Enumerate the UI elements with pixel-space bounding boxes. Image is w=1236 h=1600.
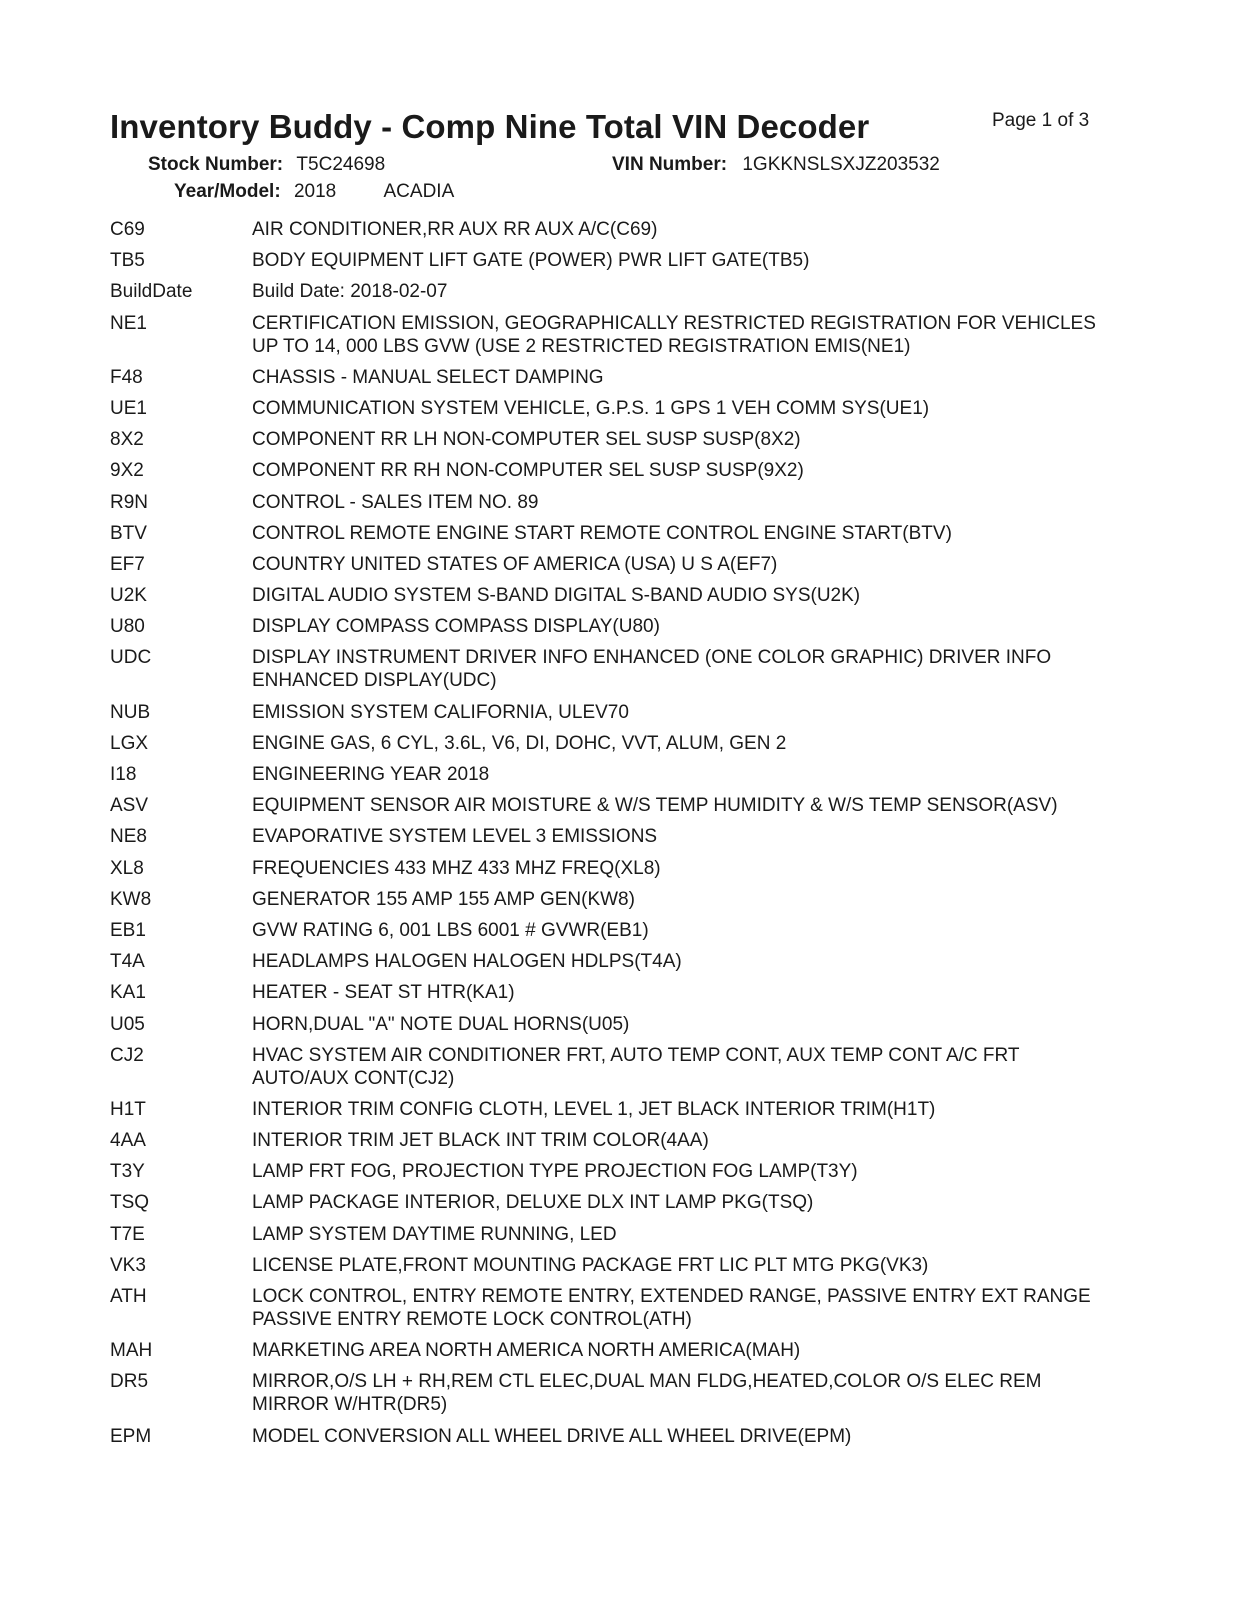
- option-description: LAMP FRT FOG, PROJECTION TYPE PROJECTION FOG LAMP(T3Y): [252, 1161, 858, 1183]
- option-row: [110, 950, 1120, 973]
- option-description: HEADLAMPS HALOGEN HALOGEN HDLPS(T4A): [252, 951, 682, 973]
- option-row: [110, 1191, 1120, 1214]
- option-description: Build Date: 2018-02-07: [252, 281, 448, 303]
- option-row: [110, 1254, 1120, 1277]
- option-row: [110, 1013, 1120, 1036]
- option-code: 9X2: [110, 460, 144, 482]
- option-row: [110, 280, 1120, 303]
- stock-number-value: T5C24698: [296, 154, 386, 175]
- year-value: 2018: [293, 181, 337, 202]
- option-description: AIR CONDITIONER,RR AUX RR AUX A/C(C69): [252, 219, 658, 240]
- option-code: 8X2: [110, 429, 144, 451]
- option-code: T4A: [110, 951, 145, 973]
- option-row: [110, 366, 1120, 389]
- option-code: C69: [110, 219, 145, 240]
- option-code: EB1: [110, 919, 146, 941]
- option-description: FREQUENCIES 433 MHZ 433 MHZ FREQ(XL8): [252, 857, 661, 879]
- option-row: [110, 981, 1120, 1004]
- stock-number-field: [148, 154, 385, 176]
- option-row: [110, 1425, 1120, 1448]
- option-description: COMPONENT RR LH NON-COMPUTER SEL SUSP SUSP(8X2): [252, 429, 801, 451]
- option-description: EVAPORATIVE SYSTEM LEVEL 3 EMISSIONS: [252, 826, 658, 848]
- option-code: CJ2: [110, 1044, 144, 1066]
- option-row: [110, 522, 1120, 545]
- option-row: [110, 888, 1120, 911]
- option-code: UDC: [110, 647, 152, 669]
- option-row: [110, 1129, 1120, 1152]
- option-code: F48: [110, 366, 143, 388]
- option-description: GVW RATING 6, 001 LBS 6001 # GVWR(EB1): [252, 919, 649, 941]
- option-description: DIGITAL AUDIO SYSTEM S-BAND DIGITAL S-BAND AUDIO SYS(U2K): [252, 585, 861, 607]
- option-description: MARKETING AREA NORTH AMERICA NORTH AMERICA(MAH): [252, 1340, 801, 1362]
- option-description: GENERATOR 155 AMP 155 AMP GEN(KW8): [252, 888, 635, 910]
- option-code: ATH: [110, 1286, 147, 1307]
- option-description: ENGINEERING YEAR 2018: [252, 764, 490, 785]
- option-code: KA1: [110, 982, 146, 1004]
- option-row: [110, 312, 1120, 358]
- option-description: DISPLAY COMPASS COMPASS DISPLAY(U80): [252, 616, 660, 638]
- option-code: T3Y: [110, 1161, 145, 1183]
- vin-number-value: 1GKKNSLSXJZ203532: [742, 154, 940, 175]
- option-code: EPM: [110, 1425, 152, 1447]
- option-code: NE8: [110, 826, 147, 848]
- option-description: EMISSION SYSTEM CALIFORNIA, ULEV70: [252, 701, 629, 723]
- option-code-list: [110, 218, 1120, 1456]
- option-row: [110, 218, 1120, 241]
- option-description: COMMUNICATION SYSTEM VEHICLE, G.P.S. 1 GPS 1 VEH COMM SYS(UE1): [252, 397, 930, 419]
- option-code: EF7: [110, 553, 145, 575]
- option-row: [110, 857, 1120, 880]
- option-description: CONTROL REMOTE ENGINE START REMOTE CONTROL ENGINE START(BTV): [252, 522, 952, 544]
- option-code: BTV: [110, 522, 147, 544]
- year-model-field: [174, 181, 454, 203]
- option-row: [110, 646, 1120, 692]
- option-code: R9N: [110, 491, 149, 513]
- option-row: [110, 584, 1120, 607]
- document-title: Inventory Buddy - Comp Nine Total VIN Decoder: [110, 108, 870, 145]
- option-code: UE1: [110, 397, 147, 419]
- option-code: ASV: [110, 795, 149, 817]
- option-code: TB5: [110, 250, 145, 272]
- option-row: [110, 919, 1120, 942]
- option-description: CHASSIS - MANUAL SELECT DAMPING: [252, 366, 604, 388]
- option-row: [110, 1370, 1120, 1416]
- option-row: [110, 615, 1120, 638]
- option-description: BODY EQUIPMENT LIFT GATE (POWER) PWR LIFT GATE(TB5): [252, 250, 810, 272]
- option-code: KW8: [110, 888, 152, 910]
- option-description: HORN,DUAL "A" NOTE DUAL HORNS(U05): [252, 1013, 630, 1035]
- option-row: [110, 763, 1120, 786]
- option-description: COUNTRY UNITED STATES OF AMERICA (USA) U S A(EF7): [252, 553, 778, 575]
- option-code: U05: [110, 1013, 145, 1035]
- option-description: MODEL CONVERSION ALL WHEEL DRIVE ALL WHEEL DRIVE(EPM): [252, 1425, 852, 1447]
- option-row: [110, 794, 1120, 817]
- option-row: [110, 397, 1120, 420]
- option-description: MIRROR,O/S LH + RH,REM CTL ELEC,DUAL MAN FLDG,HEATED,COLOR O/S ELEC REM MIRROR W/HTR(DR5): [252, 1371, 1042, 1416]
- stock-number-label: Stock Number:: [148, 154, 284, 175]
- option-code: LGX: [110, 732, 149, 754]
- option-description: HVAC SYSTEM AIR CONDITIONER FRT, AUTO TEMP CONT, AUX TEMP CONT A/C FRT AUTO/AUX CONT(CJ2): [252, 1044, 1020, 1089]
- option-description: ENGINE GAS, 6 CYL, 3.6L, V6, DI, DOHC, VVT, ALUM, GEN 2: [252, 732, 787, 754]
- option-code: U2K: [110, 585, 147, 607]
- option-row: [110, 1160, 1120, 1183]
- option-code: H1T: [110, 1098, 146, 1120]
- option-row: [110, 553, 1120, 576]
- option-description: EQUIPMENT SENSOR AIR MOISTURE & W/S TEMP HUMIDITY & W/S TEMP SENSOR(ASV): [252, 795, 1058, 817]
- option-description: LAMP PACKAGE INTERIOR, DELUXE DLX INT LAMP PKG(TSQ): [252, 1192, 814, 1214]
- option-description: HEATER - SEAT ST HTR(KA1): [252, 982, 515, 1004]
- option-row: [110, 428, 1120, 451]
- option-code: TSQ: [110, 1192, 150, 1214]
- option-description: CERTIFICATION EMISSION, GEOGRAPHICALLY RESTRICTED REGISTRATION FOR VEHICLES UP TO 14, 000 LBS GVW (USE 2 RESTRICTED REGISTRATION EMIS(NE1): [252, 312, 1096, 357]
- vin-number-field: [612, 154, 940, 176]
- option-description: INTERIOR TRIM JET BLACK INT TRIM COLOR(4AA): [252, 1130, 709, 1152]
- option-row: [110, 1339, 1120, 1362]
- option-row: [110, 1223, 1120, 1246]
- option-row: [110, 1098, 1120, 1121]
- option-code: VK3: [110, 1254, 146, 1276]
- option-description: DISPLAY INSTRUMENT DRIVER INFO ENHANCED (ONE COLOR GRAPHIC) DRIVER INFO ENHANCED DISPLAY(UDC): [252, 647, 1052, 692]
- option-code: BuildDate: [110, 281, 193, 303]
- option-code: 4AA: [110, 1130, 146, 1152]
- option-description: COMPONENT RR RH NON-COMPUTER SEL SUSP SUSP(9X2): [252, 460, 804, 482]
- option-description: LICENSE PLATE,FRONT MOUNTING PACKAGE FRT LIC PLT MTG PKG(VK3): [252, 1254, 929, 1276]
- option-description: CONTROL - SALES ITEM NO. 89: [252, 491, 539, 513]
- model-value: ACADIA: [383, 181, 455, 202]
- option-row: [110, 732, 1120, 755]
- option-row: [110, 1285, 1120, 1331]
- option-row: [110, 1044, 1120, 1090]
- option-code: NE1: [110, 312, 147, 334]
- option-code: XL8: [110, 857, 144, 879]
- option-code: MAH: [110, 1340, 153, 1362]
- option-code: U80: [110, 616, 145, 638]
- option-row: [110, 701, 1120, 724]
- option-description: LAMP SYSTEM DAYTIME RUNNING, LED: [252, 1223, 617, 1245]
- option-code: I18: [110, 764, 137, 785]
- year-model-label: Year/Model:: [174, 181, 281, 202]
- option-row: [110, 491, 1120, 514]
- option-code: T7E: [110, 1223, 145, 1245]
- page-number: Page 1 of 3: [992, 110, 1090, 131]
- option-row: [110, 825, 1120, 848]
- option-description: INTERIOR TRIM CONFIG CLOTH, LEVEL 1, JET BLACK INTERIOR TRIM(H1T): [252, 1098, 936, 1120]
- option-row: [110, 249, 1120, 272]
- option-description: LOCK CONTROL, ENTRY REMOTE ENTRY, EXTENDED RANGE, PASSIVE ENTRY EXT RANGE PASSIVE ENTRY REMOTE LOCK CONTROL(ATH): [252, 1286, 1091, 1330]
- option-code: DR5: [110, 1371, 149, 1393]
- vin-number-label: VIN Number:: [612, 154, 728, 175]
- option-code: NUB: [110, 701, 151, 723]
- option-row: [110, 459, 1120, 482]
